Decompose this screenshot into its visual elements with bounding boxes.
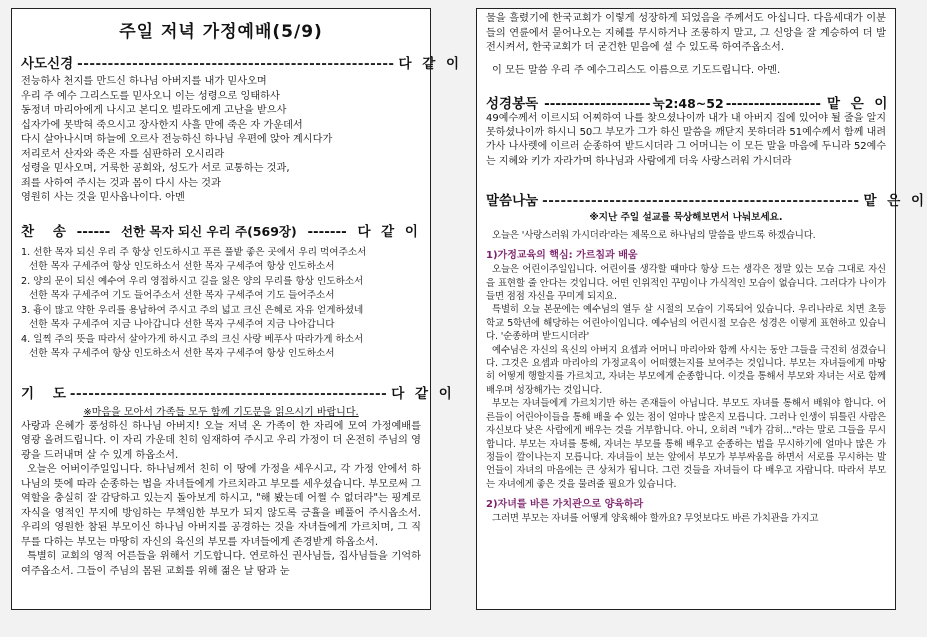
creed-leader: 다 같 이 [398,56,463,72]
creed-line: 우리 주 예수 그리스도를 믿사오니 이는 성령으로 잉태하사 [21,90,280,102]
creed-line: 전능하사 천지를 만드신 하나님 아버지를 내가 믿사오며 [21,76,267,87]
hymn-lyrics [21,246,421,362]
hymn-title: 선한 목자 되신 우리 주(569장) [121,223,297,239]
creed-header [21,52,463,72]
sermon-intro: 오늘은 '사랑스러워 가시더라'라는 제목으로 하나님의 말씀을 받드록 하겠습니다. [492,229,816,241]
hymn-header [21,220,421,240]
reading-header [486,92,891,112]
hymn-heading: 찬 송 [21,223,66,240]
prayer-paragraph: 특별히 교회의 영적 어른들을 위해서 기도합니다. 연로하신 권사님들, 집사님들을 기억하여주옵소서. 그들이 주님의 몸된 교회를 위해 젊은 날 땀과 눈 [21,551,421,577]
hymn-dash-b: ------- [307,223,347,240]
reading-heading: 성경봉독 [486,96,539,112]
hymn-refrain: 선한 목자 구세주여 지금 나아갑니다 선한 목자 구세주여 지금 나아갑니다 [29,319,335,330]
sermon-subheading: 1)가정교육의 핵심: 가르침과 배움 [486,250,638,262]
prayer-dashes: ---------------------------------------------------- [69,385,388,402]
hymn-leader: 다 같 이 [357,223,421,240]
prayer-continued: 물을 흘렸기에 한국교회가 이렇게 성장하게 되었음을 주께서도 아십니다. 다음세대가 이분들의 연륜에서 묻어나오는 지혜를 무시하거나 조롱하지 말고, 그 신앙을 잘 계승하여 더 발전시켜서, 한국교회가 더 굳건한 믿음에 설 수 있도록 하여주옵소서. [486,13,886,53]
prayer-leader: 다 같 이 [391,385,455,402]
reading-leader: 맡 은 이 [826,96,891,112]
creed-line: 영원히 사는 것을 믿사옵나이다. 아멘 [21,192,185,203]
sermon-subheading: 2)자녀를 바른 가치관으로 양육하라 [486,499,644,511]
creed-line: 죄를 사하여 주시는 것과 몸이 다시 사는 것과 [21,177,221,189]
prayer-paragraph: 오늘은 어버이주일입니다. 하나님께서 친히 이 땅에 가정을 세우시고, 각 가정 안에서 하나님의 뜻에 따라 순종하는 법을 자녀들에게 가르치라고 부모를 세우셨습니다. 부모로써 그 역할을 충실히 잘 감당하고 있는지 돌아보게 하시고, "해 봤는데 어쩔 수 없더라"는 핑계로 자식을 영적인 무지에 방임하는 무책임한 부모가 되지 않도록 긍휼을 베풀어 주시옵소서. 우리의 영원한 참된 부모이신 하나님 아버지를 공경하는 것을 자녀들에게 가르치며, 그 직무를 다하는 부모는 마땅히 자신의 육신의 부모를 자녀들에게 존경받게 하옵소서. [21,464,421,548]
sermon-heading: 말씀나눔 [486,192,539,209]
hymn-verse: 2. 양의 문이 되신 예수여 우리 영접하시고 길을 잃은 양의 무리를 항상 인도하소서 [21,275,364,287]
reading-dash-a: ------------------- [544,96,651,112]
sermon-leader: 맡 은 이 [863,192,927,209]
prayer-header [21,382,455,402]
sermon-paragraph: 예수님은 자신의 육신의 아버지 요셉과 어머니 마리아와 함께 사시는 동안 그들을 극진히 섬겼습니다. 그것은 요셉과 마리아의 가정교육이 어떠했는지를 보여주는 것입니다. 부모는 자녀들에게 마땅히 어떻게 행할지를 가르치고, 자녀는 부모에게 순종합니다. 이것을 통해서 부모와 자녀는 서로 함께 배우며 성장해가는 것입니다. [486,344,886,396]
hymn-verse: 3. 흉이 많고 약한 우리를 용납하여 주시고 주의 넓고 크신 은혜로 자유 얻게하셨네 [21,304,364,316]
sermon-body [486,229,886,526]
creed-dashes: ---------------------------------------------------- [77,56,395,72]
creed-line: 저리로서 산자와 죽은 자를 심판하러 오시리라 [21,148,225,160]
prayer-paragraph: 사랑과 은혜가 풍성하신 하나님 아버지! 오늘 저녁 온 가족이 한 자리에 모여 가정예배를 영광 올려드립니다. 이 자리 가운데 친히 임재하여 주시고 우리 가정이 더 온전히 주님의 영광을 드러내며 살 수 있게 하옵소서. [21,420,421,461]
creed-heading: 사도신경 [21,56,74,72]
hymn-dash-a: ------ [76,223,111,240]
sermon-paragraph: 부모는 자녀들에게 가르치기만 하는 존재들이 아닙니다. 부모도 자녀를 통해서 배워야 합니다. 어른들이 어린아이들을 통해 배울 수 있는 점이 얼마나 많은지 모릅니다. 그러나 인생이 뒤틀린 사람은 자신보다 낮은 사람에게 배우는 것을 거부합니다. 아니, 오히려 "네가 감히..."라는 말로 그들을 무시합니다. 부모는 자녀를 통해, 자녀는 부모를 통해 배우고 순종하는 법을 무시하기에 얼마나 많은 가정들이 깔이나는지 모릅니다. 자녀들이 보는 앞에서 부모가 부부싸움을 하면서 서로를 무시하는 발언들이 자녀의 마음에는 큰 상처가 됩니다. 그런 것들을 자녀들이 다 배우고 자랍니다. 따라서 부모는 자녀에게 좋은 것을 물려줄 필요가 있습니다. [486,398,886,490]
reading-body [486,112,886,169]
sermon-paragraph: 그러면 부모는 자녀를 어떻게 양육해야 할까요? 무엇보다도 바른 가치관을 가지고 [492,513,819,525]
reading-dash-b: ----------------- [725,96,821,112]
creed-line: 동정녀 마리아에게 나시고 본디오 빌라도에게 고난을 받으사 [21,105,287,116]
hymn-verse: 1. 선한 목자 되신 우리 주 항상 인도하시고 푸른 풀밭 좋은 곳에서 우리 먹여주소서 [21,246,367,258]
sermon-notice: ※지난 주일 설교를 묵상해보면서 나눠보세요. [589,211,783,223]
reading-text: 49예수께서 이르시되 어찌하여 나를 찾으셨나이까 내가 내 아버지 집에 있어야 될 줄을 알지 못하셨나이까 하시니 50그 부모가 그가 하신 말씀을 깨닫지 못하더라 51예수께서 함께 내려가사 나사렛에 이르러 순종하여 받드시더라 그 어머니는 이 모든 말을 마음에 두니라 52예수는 지혜와 키가 자라가며 하나님과 사람에게 더욱 사랑스러워 가시더라 [486,113,886,167]
creed-text [21,75,421,206]
prayer-heading: 기 도 [21,385,66,402]
sermon-header [486,189,927,209]
hymn-refrain: 선한 목자 구세주여 항상 인도하소서 선한 목자 구세주여 항상 인도하소서 [29,348,335,359]
sermon-paragraph: 오늘은 어린이주일입니다. 어린이를 생각할 때마다 항상 드는 생각은 정말 있는 모습 그대로 자신을 표현할 줄 안다는 것입니다. 어떤 인위적인 꾸밈이나 가식적인 모습이 없습니다. 그러다가 나이가 들면 점점 자신을 꾸미게 되지요. [486,264,886,303]
creed-line: 성령을 믿사오며, 거룩한 공회와, 성도가 서로 교통하는 것과, [21,163,290,174]
right-page [476,8,927,610]
prayer-closing: 이 모든 말씀 우리 주 예수그리스도 이름으로 기도드립니다. 아멘. [492,64,781,76]
creed-line: 다시 살아나시며 하늘에 오르사 전능하신 하나님 우편에 앉아 계시다가 [21,134,333,145]
sermon-paragraph: 특별히 오늘 본문에는 예수님의 열두 살 시절의 모습이 기록되어 있습니다. 우리나라로 치면 초등학교 5학년에 해당하는 어린아이입니다. 예수님의 어린시절 모습은 성경은 이렇게 표현하고 있습니다. '순종하며 받드시더라' [486,304,886,343]
hymn-refrain: 선한 목자 구세주여 항상 인도하소서 선한 목자 구세주여 항상 인도하소서 [29,261,335,272]
creed-line: 십자가에 못박혀 죽으시고 장사한지 사흘 만에 죽은 자 가운데서 [21,119,303,131]
hymn-refrain: 선한 목자 구세주여 기도 들어주소서 선한 목자 구세주여 기도 들어주소서 [29,290,335,301]
page-title: 주일 저녁 가정예배(5/9) [119,22,323,42]
hymn-verse: 4. 일찍 주의 뜻을 따라서 살아가게 하시고 주의 크신 사랑 베푸사 따라가게 하소서 [21,333,364,345]
reading-reference: 눅2:48~52 [652,96,724,111]
left-page [11,8,463,610]
prayer-notice: ※마음을 모아서 가족들 모두 함께 기도문을 읽으시기 바랍니다. [83,406,359,418]
sermon-dashes: ---------------------------------------------------- [542,192,860,209]
